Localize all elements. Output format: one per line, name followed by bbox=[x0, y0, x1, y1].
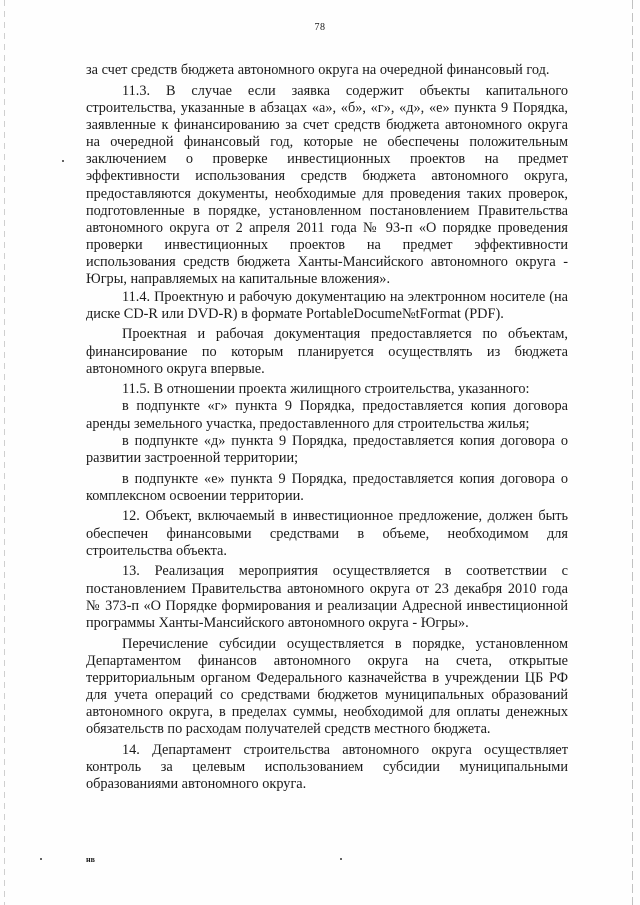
page-number: 78 bbox=[314, 22, 326, 33]
paragraph: 12. Объект, включаемый в инвестиционное предложение, должен быть обеспечен финансовыми средствами в объеме, необходимом для строительства объекта. bbox=[86, 508, 568, 559]
footer-initials: нв bbox=[86, 855, 95, 864]
scan-edge-left bbox=[4, 0, 5, 905]
scan-speck bbox=[40, 858, 42, 860]
document-body bbox=[86, 62, 568, 793]
paragraph: в подпункте «д» пункта 9 Порядка, предоставляется копия договора о развитии застроенной территории; bbox=[86, 432, 568, 466]
scan-edge-right bbox=[632, 0, 633, 905]
paragraph: 11.4. Проектную и рабочую документацию на электронном носителе (на диске CD-R или DVD-R) в формате PortableDocume№tFormat (PDF). bbox=[86, 288, 568, 322]
paragraph: в подпункте «е» пункта 9 Порядка, предоставляется копия договора о комплексном освоении территории. bbox=[86, 470, 568, 504]
paragraph: 14. Департамент строительства автономного округа осуществляет контроль за целевым использованием субсидии муниципальными образованиями автономного округа. bbox=[86, 741, 568, 793]
paragraph: в подпункте «г» пункта 9 Порядка, предоставляется копия договора аренды земельного участка, предоставленного для строительства жилья; bbox=[86, 398, 568, 432]
paragraph: 11.5. В отношении проекта жилищного строительства, указанного: bbox=[122, 381, 530, 398]
paragraph: Перечисление субсидии осуществляется в порядке, установленном Департаментом финансов автономного округа на счета, открытые территориальным органом Федерального казначейства в учреждении ЦБ РФ для учета операций со средствами бюджетов муниципальных образований автономного округа, в пределах суммы, необходимой для оплаты денежных обязательств по расходам получателей средств местного бюджета. bbox=[86, 635, 568, 738]
scan-speck bbox=[340, 858, 342, 860]
paragraph: Проектная и рабочая документация предоставляется по объектам, финансирование по которым планируется осуществлять из бюджета автономного округа впервые. bbox=[86, 326, 568, 377]
paragraph: 11.3. В случае если заявка содержит объекты капитального строительства, указанные в абзацах «а», «б», «г», «д», «е» пункта 9 Порядка, заявленные к финансированию за счет средств бюджета автономного округа на очередной финансовый год, которые не обеспечены положительным заключением о проверке инвестиционных проектов на предмет эффективности использования средств бюджета автономного округа, предоставляются документы, необходимые для проведения таких проверок, подготовленные в порядке, установленном постановлением Правительства автономного округа от 2 апреля 2011 года № 93-п «О порядке проведения проверки инвестиционных проектов на предмет эффективности использования средств бюджета Ханты-Мансийского автономного округа - Югры, направляемых на капитальные вложения». bbox=[86, 82, 568, 288]
paragraph: 13. Реализация мероприятия осуществляется в соответствии с постановлением Правительства автономного округа от 23 декабря 2010 года № 373-п «О Порядке формирования и реализации Адресной инвестиционной программы Ханты-Мансийского автономного округа - Югры». bbox=[86, 563, 568, 631]
paragraph: за счет средств бюджета автономного округа на очередной финансовый год. bbox=[86, 62, 550, 78]
scan-speck bbox=[62, 160, 64, 162]
